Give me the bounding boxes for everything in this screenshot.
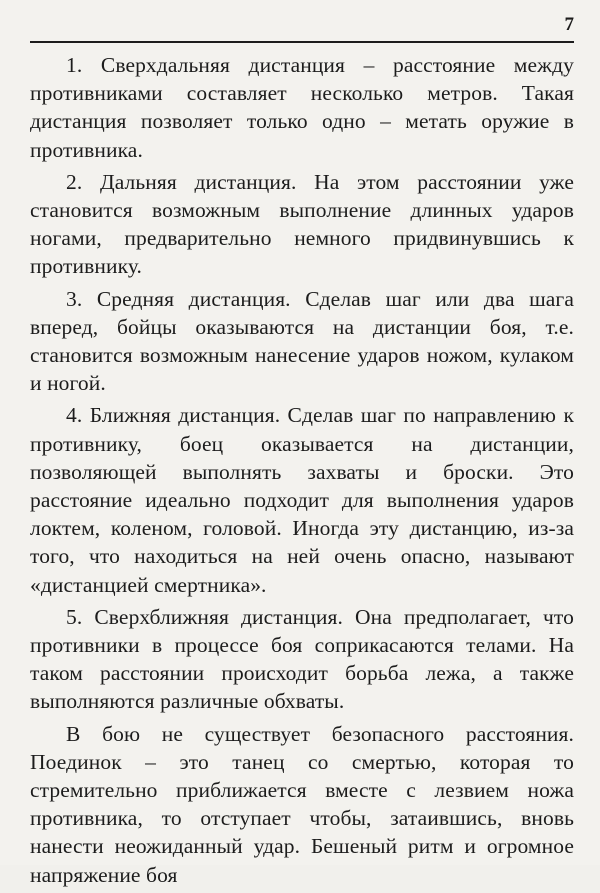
header-rule [30, 41, 574, 43]
body-text [30, 51, 574, 893]
paragraph-medium-distance: 3. Средняя дистанция. Сделав шаг или два шага вперед, бойцы оказываются на дистанции боя, т.е. становится возможным нанесение ударов ножом, кулаком и ногой. [30, 286, 574, 396]
paragraph-extra-close-distance: 5. Сверхближняя дистанция. Она предполагает, что противники в процессе боя соприкасаются телами. На таком расстоянии происходит борьба лежа, а также выполняются различные обхваты. [30, 604, 574, 714]
paragraph-extra-long-distance: 1. Сверхдальняя дистанция – расстояние между противниками составляет несколько метров. Такая дистанция позволяет только одно – метать оружие в противника. [30, 53, 574, 162]
paragraph-close-distance: 4. Ближняя дистанция. Сделав шаг по направлению к противнику, боец оказывается на дистанции, позволяющей выполнять захваты и броски. Это расстояние идеально подходит для выполнения ударов локтем, коленом, головой. Иногда эту дистанцию, из-за того, что находиться на ней очень опасно, называют «дистанцией смертника». [30, 403, 574, 597]
paragraph-long-distance: 2. Дальняя дистанция. На этом расстоянии уже становится возможным выполнение длинных ударов ногами, предварительно немного придвинувшись к противнику. [30, 169, 574, 279]
page-number: 7 [564, 14, 574, 35]
paragraph-no-safe-distance: В бою не существует безопасного расстояния. Поединок – это танец со смертью, которая то стремительно приближается вместе с лезвием ножа противника, то отступает чтобы, затаившись, вновь нанести неожиданный удар. Бешеный ритм и огромное напряжение боя [30, 721, 574, 887]
